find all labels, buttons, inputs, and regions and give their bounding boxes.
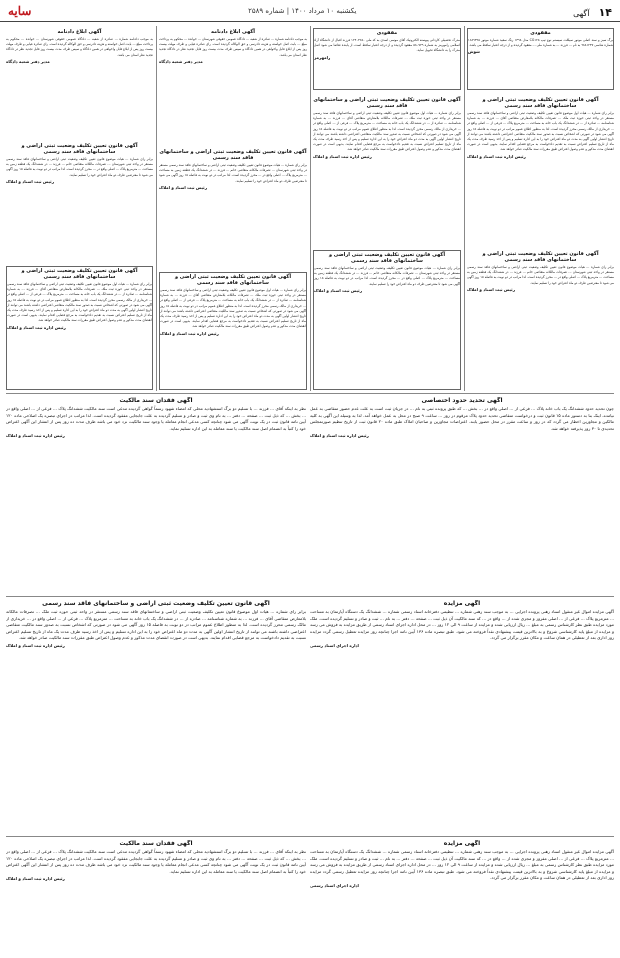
page-number-group — [573, 1, 612, 20]
notice-signature: رئیس ثبت اسناد و املاک — [6, 178, 54, 184]
notice-title: آگهی قانون تعیین تکلیف وضعیت ثبتی اراضی و ساختمانهای فاقد سند رسمی — [42, 600, 270, 607]
notice-signature: شوش — [468, 49, 480, 55]
notice-land-registration — [313, 250, 461, 390]
column-divider — [156, 26, 157, 391]
notice-land-registration — [467, 96, 614, 246]
notice-land-registration — [467, 250, 614, 390]
notice-body: برابر رای شماره ... هیات اول موضوع قانون تعیین تکلیف وضعیت ثبتی اراضی و ساختمانهای فاقد سند رسمی مستقر در واحد ثبتی حوزه ثبت ملک ... تصرفات مالکانه بلامعارض متقاضی آقای ... فرزند ... به شماره شناسنامه ... صادره از ... در ششدانگ یک باب خانه به مساحت ... مترمربع پلاک ... فرعی از ... اصلی واقع در ... خریداری از مالک رسمی محرز گردیده است. لذا به منظور اطلاع عموم مراتب در دو نوبت به فاصله ۱۵ روز آگهی می شود در صورتی که اشخاص نسبت به صدور سند مالکیت متقاضی اعتراضی داشته باشند می توانند از تاریخ انتشار اولین آگهی به مدت دو ماه اعتراض خود را به این اداره تسلیم و پس از اخذ رسید ظرف مدت یک ماه از تاریخ تسلیم اعتراض نسبت به تقدیم دادخواست به مرجع قضایی اقدام نمایند. بدیهی است در صورت انقضای مدت مذکور و عدم وصول اعتراض طبق مقررات سند مالکیت صادر خواهد شد. — [467, 111, 614, 152]
notice-land-registration — [6, 600, 306, 834]
notice-signature: رئیس اداره ثبت اسناد و املاک — [6, 642, 65, 648]
notice-title: آگهی ابلاغ دادنامه — [211, 29, 255, 35]
notice-signature: رئیس اداره ثبت اسناد و املاک — [7, 324, 66, 330]
notice-body: به موجب دادنامه شماره ... صادره از شعبه ... دادگاه عمومی حقوقی شهرستان ... خوانده ... محکوم به پرداخت مبلغ ... بابت اصل خواسته و هزینه دادرسی و حق الوکاله گردیده است. رای صادره غیابی و ظرف مهلت بیست روز پس از ابلاغ قابل واخواهی در همین دادگاه و سپس ظرف مدت بیست روز قابل تجدید نظر در دادگاه تجدید نظر استان می باشد. — [6, 37, 153, 57]
notice-body: نظر به اینکه آقای ... فرزند ... با تسلیم دو برگ استشهادیه محلی که امضاء شهود رسماً گواهی گردیده مدعی است سند مالکیت ششدانگ پلاک ... فرعی از ... اصلی واقع در ... بخش ... که ذیل ثبت ... صفحه ... دفتر ... به نام وی ثبت و صادر و تسلیم گردیده به علت جابجایی مفقود گردیده است. لذا مراتب در اجرای تبصره یک اصلاحی ماده ۱۲۰ آیین نامه قانون ثبت در یک نوبت آگهی می شود چنانچه کسی مدعی انجام معامله یا وجود سند مالکیت نزد خود می باشد ظرف مدت ده روز پس از انتشار این آگهی اعتراض خود را کتباً به انضمام اصل سند مالکیت یا سند معامله به این اداره تسلیم نماید. — [6, 406, 306, 431]
notice-signature: رئیس اداره ثبت اسناد و املاک — [160, 330, 219, 336]
notice-land-registration — [6, 266, 153, 390]
notice-title: آگهی فقدان سند مالکیت — [119, 840, 193, 847]
notice-signature: رئیس ثبت اسناد و املاک — [159, 184, 207, 190]
notice-signature: رئیس اداره ثبت اسناد و املاک — [313, 153, 372, 159]
notice-title: آگهی فقدان سند مالکیت — [119, 397, 193, 404]
notice-auction — [310, 600, 614, 834]
notice-signature: رئیس اداره ثبت اسناد و املاک — [6, 876, 65, 882]
notice-land-registration — [159, 272, 307, 390]
notice-body: برابر رای شماره ... هیات اول موضوع قانون تعیین تکلیف وضعیت ثبتی اراضی و ساختمانهای فاقد سند رسمی مستقر در واحد ثبتی حوزه ثبت ملک ... تصرفات مالکانه بلامعارض متقاضی آقای ... فرزند ... به شماره شناسنامه ... صادره از ... در ششدانگ یک باب خانه به مساحت ... مترمربع پلاک ... فرعی از ... اصلی واقع در ... خریداری از مالک رسمی محرز گردیده است. لذا به منظور اطلاع عموم مراتب در دو نوبت به فاصله ۱۵ روز آگهی می شود در صورتی که اشخاص نسبت به صدور سند مالکیت متقاضی اعتراضی داشته باشند می توانند از تاریخ انتشار اولین آگهی به مدت دو ماه اعتراض خود را به این اداره تسلیم و پس از اخذ رسید ظرف مدت یک ماه از تاریخ تسلیم اعتراض نسبت به تقدیم دادخواست به مرجع قضایی اقدام نمایند. بدیهی است در صورت انقضای مدت مذکور و عدم وصول اعتراض طبق مقررات سند مالکیت صادر خواهد شد. — [160, 288, 306, 329]
notice-signature: رئیس اداره ثبت اسناد و املاک — [467, 153, 526, 159]
notice-title: آگهی تحدید حدود اختصاصی — [421, 397, 503, 404]
newspaper-logo: سایه — [8, 3, 32, 18]
notice-signature: اداره اجرای اسناد رسمی — [310, 642, 359, 648]
notice-court-ruling — [6, 28, 153, 138]
page-header — [0, 0, 620, 22]
notice-title: آگهی مزایده — [443, 840, 481, 847]
notice-title: آگهی قانون تعیین تکلیف وضعیت ثبتی اراضی و ساختمانهای فاقد سند رسمی — [174, 274, 292, 286]
section-divider — [6, 596, 614, 597]
notice-signature: رئیس ثبت اسناد و املاک — [467, 286, 515, 292]
notice-signature: رامهرمز — [314, 54, 331, 60]
notice-title: مفقودی — [376, 30, 398, 36]
notice-body: برابر رای شماره ... هیات اول موضوع قانون تعیین تکلیف وضعیت ثبتی اراضی و ساختمانهای فاقد سند رسمی مستقر در واحد ثبتی حوزه ثبت ملک ... تصرفات مالکانه بلامعارض متقاضی آقای ... فرزند ... به شماره شناسنامه ... صادره از ... در ششدانگ یک باب خانه به مساحت ... مترمربع پلاک ... فرعی از ... اصلی واقع در ... خریداری از مالک رسمی محرز گردیده است. لذا به منظور اطلاع عموم مراتب در دو نوبت به فاصله ۱۵ روز آگهی می شود در صورتی که اشخاص نسبت به صدور سند مالکیت متقاضی اعتراضی داشته باشند می توانند از تاریخ انتشار اولین آگهی به مدت دو ماه اعتراض خود را به این اداره تسلیم و پس از اخذ رسید ظرف مدت یک ماه از تاریخ تسلیم اعتراض نسبت به تقدیم دادخواست به مرجع قضایی اقدام نمایند. بدیهی است در صورت انقضای مدت مذکور و عدم وصول اعتراض طبق مقررات سند مالکیت صادر خواهد شد. — [7, 282, 152, 323]
notice-body: برگ سبز و سند اصلی موتور سیکلت سیستم نوع تیپ CG۱۲۵ مدل ۱۳۹۸ رنگ سفید شماره موتور ۱۶۸۹۳۹۵ شماره شاسی ۹۸۸۱۲۳۷ به نام ... فرزند ... به شماره ملی ... مفقود گردیده و از درجه اعتبار ساقط می باشد. — [468, 38, 613, 48]
notice-body: برابر رای شماره ... هیات اول موضوع قانون تعیین تکلیف وضعیت ثبتی اراضی و ساختمانهای فاقد سند رسمی مستقر در واحد ثبتی حوزه ثبت ملک ... تصرفات مالکانه بلامعارض متقاضی آقای ... فرزند ... به شماره شناسنامه ... صادره از ... در ششدانگ یک باب خانه به مساحت ... مترمربع پلاک ... فرعی از ... اصلی واقع در ... خریداری از مالک رسمی محرز گردیده است. لذا به منظور اطلاع عموم مراتب در دو نوبت به فاصله ۱۵ روز آگهی می شود در صورتی که اشخاص نسبت به صدور سند مالکیت متقاضی اعتراضی داشته باشند می توانند از تاریخ انتشار اولین آگهی به مدت دو ماه اعتراض خود را به این اداره تسلیم و پس از اخذ رسید ظرف مدت یک ماه از تاریخ تسلیم اعتراض نسبت به تقدیم دادخواست به مرجع قضایی اقدام نمایند. بدیهی است در صورت انقضای مدت مذکور و عدم وصول اعتراض طبق مقررات سند مالکیت صادر خواهد شد. — [313, 111, 461, 152]
notice-body: آگهی مزایده اموال غیر منقول اسناد رهنی پرونده اجرایی ... به موجب سند رهنی شماره ... تنظیمی دفترخانه اسناد رسمی شماره ... ششدانگ یک دستگاه آپارتمان به مساحت ... مترمربع پلاک ... فرعی از ... اصلی مفروز و مجزی شده از ... واقع در ... که سند مالکیت آن ذیل ثبت ... صفحه ... دفتر ... به نام ... ثبت و صادر و تسلیم گردیده است. ملک مورد مزایده طبق نظر کارشناس رسمی به مبلغ ... ریال ارزیابی شده و مزایده از ساعت ۹ الی ۱۲ روز ... در محل اداره اجرای اسناد رسمی از طریق مزایده به فروش می رسد و مزایده از مبلغ پایه کارشناسی شروع و به بالاترین قیمت پیشنهادی نقداً فروخته می شود. طبق تبصره ماده ۱۳۶ آیین نامه اجرا چنانچه روز مزایده تعطیل رسمی گردد مزایده روز اداری بعد از تعطیلی در همان ساعت و مکان مقرر برگزار می گردد. — [310, 609, 614, 641]
notice-title: آگهی قانون تعیین تکلیف وضعیت ثبتی اراضی و ساختمانهای فاقد سند رسمی — [21, 143, 138, 155]
notice-signature: اداره اجرای اسناد رسمی — [310, 882, 359, 888]
notice-body: نظر به اینکه آقای ... فرزند ... با تسلیم دو برگ استشهادیه محلی که امضاء شهود رسماً گواهی گردیده مدعی است سند مالکیت ششدانگ پلاک ... فرعی از ... اصلی واقع در ... بخش ... که ذیل ثبت ... صفحه ... دفتر ... به نام وی ثبت و صادر و تسلیم گردیده به علت جابجایی مفقود گردیده است. لذا مراتب در اجرای تبصره یک اصلاحی ماده ۱۲۰ آیین نامه قانون ثبت در یک نوبت آگهی می شود چنانچه کسی مدعی انجام معامله یا وجود سند مالکیت نزد خود می باشد ظرف مدت ده روز پس از انتشار این آگهی اعتراض خود را کتباً به انضمام اصل سند مالکیت یا سند معامله به این اداره تسلیم نماید. — [6, 849, 306, 874]
notice-body: برابر رای شماره ... هیات موضوع قانون تعیین تکلیف وضعیت ثبتی اراضی و ساختمانهای فاقد سند رسمی مستقر در واحد ثبتی شهرستان ... تصرفات مالکانه متقاضی خانم ... فرزند ... در ششدانگ یک قطعه زمین به مساحت ... مترمربع پلاک ... اصلی واقع در ... محرز گردیده است. لذا مراتب در دو نوبت به فاصله ۱۵ روز آگهی می شود تا معترضین ظرف دو ماه اعتراض خود را تسلیم نمایند. — [314, 266, 460, 286]
notice-signature: رئیس ثبت اسناد و املاک — [314, 287, 362, 293]
notice-body: آگهی مزایده اموال غیر منقول اسناد رهنی پرونده اجرایی ... به موجب سند رهنی شماره ... تنظیمی دفترخانه اسناد رسمی شماره ... ششدانگ یک دستگاه آپارتمان به مساحت ... مترمربع پلاک ... فرعی از ... اصلی مفروز و مجزی شده از ... واقع در ... که سند مالکیت آن ذیل ثبت ... صفحه ... دفتر ... به نام ... ثبت و صادر و تسلیم گردیده است. ملک مورد مزایده طبق نظر کارشناس رسمی به مبلغ ... ریال ارزیابی شده و مزایده از ساعت ۹ الی ۱۲ روز ... در محل اداره اجرای اسناد رسمی از طریق مزایده به فروش می رسد و مزایده از مبلغ پایه کارشناسی شروع و به بالاترین قیمت پیشنهادی نقداً فروخته می شود. طبق تبصره ماده ۱۳۶ آیین نامه اجرا چنانچه روز مزایده تعطیل رسمی گردد مزایده روز اداری بعد از تعطیلی در همان ساعت و مکان مقرر برگزار می گردد. — [310, 849, 614, 881]
notice-body: مدرک تحصیلی کاردانی پیوسته الکترونیک آقای موسی اسدی به کد ملی ۱۲۴۰۳۶۵۰ فرزند اقبال از دانشگاه آزاد اسلامی رامهرمز به شماره ۵۸۰۷۴۹ مفقود گردیده و از درجه اعتبار ساقط است. از یابنده تقاضا می شود اصل مدرک را به دانشگاه تحویل نماید. — [314, 38, 460, 53]
notice-court-ruling — [159, 28, 307, 143]
notice-body: برابر رای شماره ... هیات موضوع قانون تعیین تکلیف وضعیت ثبتی اراضی و ساختمانهای فاقد سند رسمی مستقر در واحد ثبتی شهرستان ... تصرفات مالکانه متقاضی خانم ... فرزند ... در ششدانگ یک قطعه زمین به مساحت ... مترمربع پلاک ... اصلی واقع در ... محرز گردیده است. لذا مراتب در دو نوبت به فاصله ۱۵ روز آگهی می شود تا معترضین ظرف دو ماه اعتراض خود را تسلیم نمایند. — [6, 157, 153, 177]
notice-lost-vehicle-doc — [467, 28, 614, 90]
notice-title: آگهی ابلاغ دادنامه — [57, 29, 102, 35]
notice-lost-deed — [6, 840, 306, 954]
notice-signature: مدیر دفتر شعبه دادگاه — [159, 58, 203, 64]
notice-auction — [310, 840, 614, 954]
notice-boundary-demarcation — [310, 397, 614, 593]
notice-land-registration — [313, 96, 461, 246]
notice-title: آگهی قانون تعیین تکلیف وضعیت ثبتی اراضی و ساختمانهای فاقد سند رسمی — [21, 268, 138, 280]
notice-lost-diploma — [313, 28, 461, 90]
notice-title: آگهی قانون تعیین تکلیف وضعیت ثبتی اراضی و ساختمانهای فاقد سند رسمی — [482, 251, 599, 263]
page-number: ۱۴ — [598, 6, 612, 19]
notice-title: آگهی قانون تعیین تکلیف وضعیت ثبتی اراضی و ساختمانهای فاقد سند رسمی — [313, 97, 461, 109]
notice-title: آگهی مزایده — [443, 600, 481, 607]
section-divider — [6, 836, 614, 837]
notice-body: به موجب دادنامه شماره ... صادره از شعبه ... دادگاه عمومی حقوقی شهرستان ... خوانده ... محکوم به پرداخت مبلغ ... بابت اصل خواسته و هزینه دادرسی و حق الوکاله گردیده است. رای صادره غیابی و ظرف مهلت بیست روز پس از ابلاغ قابل واخواهی در همین دادگاه و سپس ظرف مدت بیست روز قابل تجدید نظر در دادگاه تجدید نظر استان می باشد. — [159, 37, 307, 57]
notice-land-registration — [6, 142, 153, 262]
notice-signature: رئیس اداره ثبت اسناد و املاک — [6, 433, 65, 439]
issue-date: یکشنبه ۱۰ مرداد ۱۴۰۰ | شماره ۲۵۸۹ — [248, 6, 357, 15]
section-divider — [6, 393, 614, 394]
notice-body: برابر رای شماره ... هیات اول موضوع قانون تعیین تکلیف وضعیت ثبتی اراضی و ساختمانهای فاقد سند رسمی مستقر در واحد ثبتی حوزه ثبت ملک ... تصرفات مالکانه بلامعارض متقاضی آقای ... فرزند ... به شماره شناسنامه ... صادره از ... در ششدانگ یک باب خانه به مساحت ... مترمربع پلاک ... فرعی از ... اصلی واقع در ... خریداری از مالک رسمی محرز گردیده است. لذا به منظور اطلاع عموم مراتب در دو نوبت به فاصله ۱۵ روز آگهی می شود در صورتی که اشخاص نسبت به صدور سند مالکیت متقاضی اعتراضی داشته باشند می توانند از تاریخ انتشار اولین آگهی به مدت دو ماه اعتراض خود را به این اداره تسلیم و پس از اخذ رسید ظرف مدت یک ماه از تاریخ تسلیم اعتراض نسبت به تقدیم دادخواست به مرجع قضایی اقدام نمایند. بدیهی است در صورت انقضای مدت مذکور و عدم وصول اعتراض طبق مقررات سند مالکیت صادر خواهد شد. — [6, 609, 306, 641]
notice-title: آگهی قانون تعیین تکلیف وضعیت ثبتی اراضی و ساختمانهای فاقد سند رسمی — [328, 252, 446, 264]
column-divider — [310, 26, 311, 391]
notice-body: برابر رای شماره ... هیات موضوع قانون تعیین تکلیف وضعیت ثبتی اراضی و ساختمانهای فاقد سند رسمی مستقر در واحد ثبتی شهرستان ... تصرفات مالکانه متقاضی خانم ... فرزند ... در ششدانگ یک قطعه زمین به مساحت ... مترمربع پلاک ... اصلی واقع در ... محرز گردیده است. لذا مراتب در دو نوبت به فاصله ۱۵ روز آگهی می شود تا معترضین ظرف دو ماه اعتراض خود را تسلیم نمایند. — [159, 163, 307, 183]
notice-title: مفقودی — [530, 30, 551, 36]
column-divider — [464, 26, 465, 391]
notice-body: برابر رای شماره ... هیات موضوع قانون تعیین تکلیف وضعیت ثبتی اراضی و ساختمانهای فاقد سند رسمی مستقر در واحد ثبتی شهرستان ... تصرفات مالکانه متقاضی خانم ... فرزند ... در ششدانگ یک قطعه زمین به مساحت ... مترمربع پلاک ... اصلی واقع در ... محرز گردیده است. لذا مراتب در دو نوبت به فاصله ۱۵ روز آگهی می شود تا معترضین ظرف دو ماه اعتراض خود را تسلیم نمایند. — [467, 265, 614, 285]
notice-signature: مدیر دفتر شعبه دادگاه — [6, 58, 50, 64]
notice-body: چون تحدید حدود ششدانگ یک باب خانه پلاک ... فرعی از ... اصلی واقع در ... بخش ... که طبق پرونده ثبتی به نام ... در جریان ثبت است به علت عدم حضور متقاضی به عمل نیامده، اینک بنا به دستور ماده ۱۵ قانون ثبت و درخواست متقاضی تحدید حدود پلاک مرقوم در روز ... ساعت ۹ صبح در محل به عمل خواهد آمد. لذا به وسیله این آگهی به کلیه مالکین و مجاورین اخطار می گردد که در روز و ساعت مقرر در محل حضور یابند. اعتراضات مجاورین و صاحبان املاک طبق ماده ۲۰ قانون ثبت از تاریخ تنظیم صورتمجلس تحدیدی تا ۳۰ روز پذیرفته خواهد شد. — [310, 406, 614, 431]
notice-title: آگهی قانون تعیین تکلیف وضعیت ثبتی اراضی و ساختمانهای فاقد سند رسمی — [482, 97, 599, 109]
notice-signature: رئیس اداره ثبت اسناد و املاک — [310, 433, 369, 439]
section-name: آگهی — [573, 9, 590, 18]
notice-title: آگهی قانون تعیین تکلیف وضعیت ثبتی اراضی و ساختمانهای فاقد سند رسمی — [159, 149, 307, 161]
notice-land-registration — [159, 148, 307, 268]
notice-lost-deed — [6, 397, 306, 593]
